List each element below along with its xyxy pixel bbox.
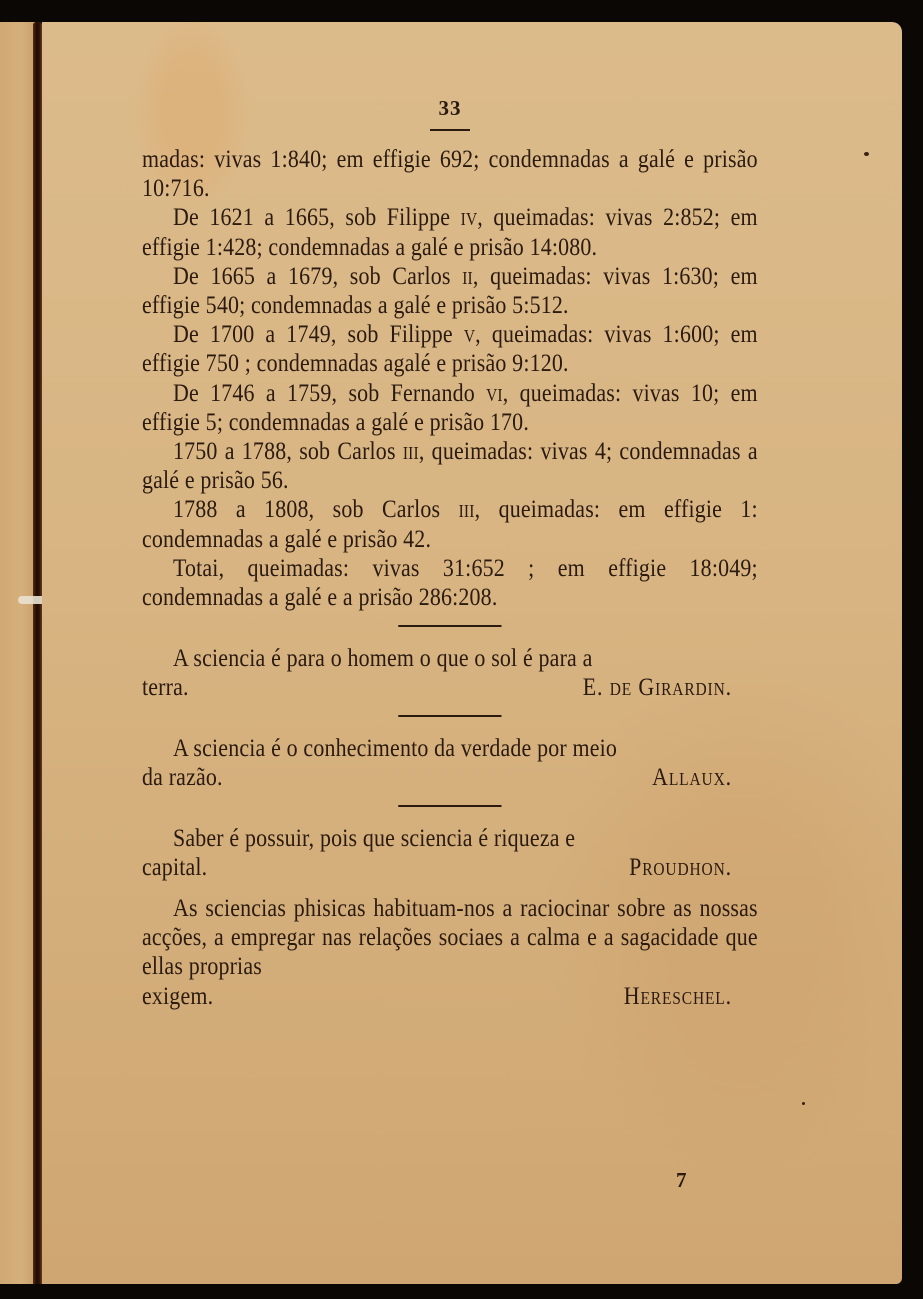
facing-page-edge xyxy=(0,22,36,1284)
paragraph xyxy=(142,144,758,202)
paragraph-total xyxy=(142,553,758,611)
paragraph-text: madas: vivas 1:840; em effigie 692; condemnadas a galé e prisão 10:716. xyxy=(142,144,758,203)
reign-numeral: iii xyxy=(458,494,475,524)
section-divider xyxy=(398,805,501,807)
reign-numeral: iv xyxy=(460,202,478,232)
paragraph-text: Totai, queimadas: vivas 31:652 ; em effigie 18:049; condemnadas a galé e a prisão 286:208. xyxy=(142,552,758,612)
section-divider xyxy=(398,625,501,627)
book-spine-gutter xyxy=(33,22,42,1284)
quote-text: Saber é possuir, pois que sciencia é riqueza e xyxy=(172,822,576,852)
paper-speck xyxy=(802,1102,805,1105)
paragraph xyxy=(142,378,758,436)
quote-author: Allaux. xyxy=(652,761,732,791)
section-divider xyxy=(398,715,501,717)
paragraph-text: , queimadas: vivas 10; em effigie 5; condemnadas a galé e prisão 170. xyxy=(142,377,758,436)
quote-author: E. de Girardin. xyxy=(582,671,732,701)
paragraph-text: De 1665 a 1679, sob Carlos xyxy=(172,260,463,290)
quote-last-line xyxy=(142,672,758,701)
paragraph xyxy=(142,202,758,260)
reign-numeral: v xyxy=(463,319,476,349)
paragraph-text: De 1746 a 1759, sob Fernando xyxy=(172,377,487,407)
paragraph-text: 1788 a 1808, sob Carlos xyxy=(172,494,459,524)
page-number: 33 xyxy=(438,96,462,120)
body-text xyxy=(142,144,758,1010)
paragraph-text: , queimadas: vivas 2:852; em effigie 1:428; condemnadas a galé e prisão 14:080. xyxy=(142,202,758,261)
quote-text-end: da razão. xyxy=(142,761,223,791)
reign-numeral: iii xyxy=(402,436,419,466)
reign-numeral: ii xyxy=(462,260,473,290)
paragraph xyxy=(142,319,758,377)
book-page xyxy=(42,22,902,1284)
quote-text-end: terra. xyxy=(142,671,189,701)
quote-text: A sciencia é para o homem o que o sol é para a xyxy=(172,642,593,672)
paragraph-text: , queimadas: em effigie 1: condemnadas a galé e prisão 42. xyxy=(142,494,758,553)
paragraph-text: , queimadas: vivas 4; condemnadas a galé e prisão 56. xyxy=(142,436,758,495)
quote-text: As sciencias phisicas habituam-nos a raciocinar sobre as nossas acções, a empregar nas relações sociaes a calma e a sagacidade que ellas proprias xyxy=(142,892,758,981)
quote-text-end: capital. xyxy=(142,851,208,881)
quote-last-line xyxy=(142,852,758,881)
quote-text: A sciencia é o conhecimento da verdade por meio xyxy=(172,732,618,762)
header-rule xyxy=(430,129,470,131)
spacer xyxy=(142,881,758,893)
signature-mark: 7 xyxy=(676,1168,687,1192)
quote-last-line xyxy=(142,981,758,1010)
paragraph-text: De 1700 a 1749, sob Filippe xyxy=(172,319,464,349)
paragraph-text: , queimadas: vivas 1:600; em effigie 750 ; condemnadas agalé e prisão 9:120. xyxy=(142,319,758,378)
quote-text-end: exigem. xyxy=(142,980,214,1010)
reign-numeral: vi xyxy=(486,377,503,407)
paragraph-text: De 1621 a 1665, sob Filippe xyxy=(172,202,461,232)
quote-last-line xyxy=(142,762,758,791)
paragraph xyxy=(142,494,758,552)
quote-author: Hereschel. xyxy=(623,980,732,1010)
paragraph-text: , queimadas: vivas 1:630; em effigie 540; condemnadas a galé e prisão 5:512. xyxy=(142,260,758,320)
quote-author: Proudhon. xyxy=(629,851,732,881)
paragraph xyxy=(142,436,758,494)
paper-speck xyxy=(864,152,869,156)
paragraph-text: 1750 a 1788, sob Carlos xyxy=(172,436,403,466)
paragraph xyxy=(142,261,758,319)
